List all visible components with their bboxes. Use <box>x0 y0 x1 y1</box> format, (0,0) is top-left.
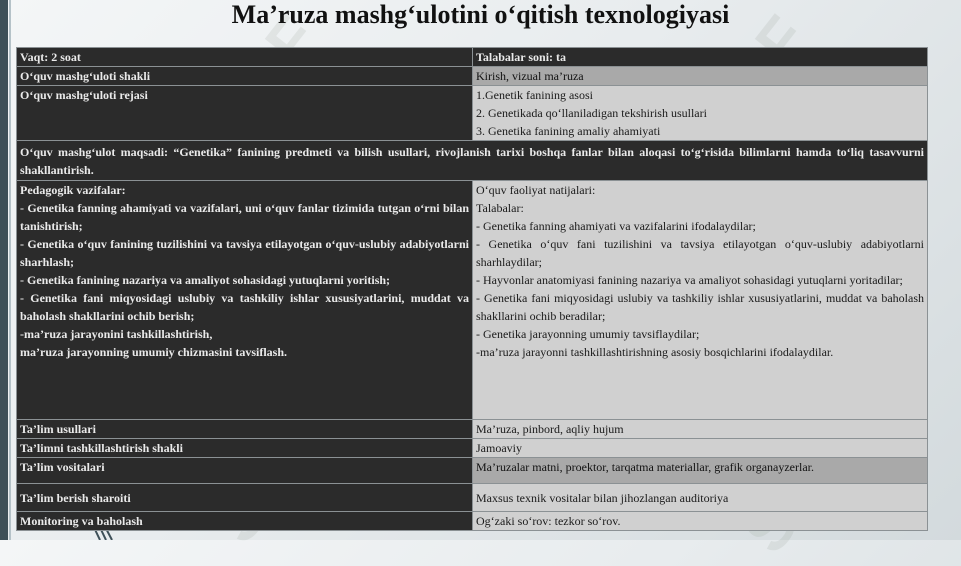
page-title: Ma’ruza mashg‘ulotini o‘qitish texnologiyasi <box>231 0 730 29</box>
left-decor-line <box>9 0 11 540</box>
outcome-line: Talabalar: <box>476 201 524 215</box>
table-row <box>17 86 928 141</box>
outcome-line: - Genetika jarayonning umumiy tavsiflaydilar; <box>476 327 700 341</box>
table-row <box>17 458 928 484</box>
monitoring-label: Monitoring va baholash <box>17 512 473 531</box>
learning-outcomes <box>473 181 928 420</box>
organization-value: Jamoaviy <box>473 439 928 458</box>
task-line: - Genetika fani miqyosidagi uslubiy va tashkiliy ishlar xususiyatlarini, muddat va baholash shakllarini ochib berish; <box>20 291 469 323</box>
task-line: -ma’ruza jarayonini tashkillashtirish, <box>20 327 213 341</box>
outcome-line: - Hayvonlar anatomiyasi fanining nazariya va amaliyot sohasidagi yutuqlarni yoritadilar; <box>476 273 903 287</box>
outcome-line: - Genetika fanning ahamiyati va vazifalarini ifodalaydilar; <box>476 219 756 233</box>
lesson-table <box>16 47 928 531</box>
students-count-cell: Talabalar soni: ta <box>473 48 928 67</box>
goal-cell: O‘quv mashg‘ulot maqsadi: “Genetika” fanining predmeti va bilish usullari, rivojlanish tarixi boshqa fanlar bilan aloqasi to‘g‘risida bilimlarni hamda to‘liq tasavvurni shakllantirish. <box>17 141 928 181</box>
outcome-line: - Genetika fani miqyosidagi uslubiy va tashkiliy ishlar xususiyatlarini, muddat va baholash shakllarini ochib beradilar; <box>476 291 924 323</box>
outcome-line: O‘quv faoliyat natijalari: <box>476 183 596 197</box>
outcome-line: -ma’ruza jarayonni tashkillashtirishning asosiy bosqichlarini ifodalaydilar. <box>476 345 834 359</box>
task-line: - Genetika o‘quv fanining tuzilishini va tavsiya etilayotgan o‘quv-uslubiy adabiyotlarni sharhlash; <box>20 237 469 269</box>
time-cell: Vaqt: 2 soat <box>17 48 473 67</box>
methods-value: Ma’ruza, pinbord, aqliy hujum <box>473 420 928 439</box>
left-decor-stripe <box>0 0 8 540</box>
form-label: O‘quv mashg‘uloti shakli <box>17 67 473 86</box>
monitoring-value: Og‘zaki so‘rov: tezkor so‘rov. <box>473 512 928 531</box>
plan-item: 3. Genetika fanining amaliy ahamiyati <box>476 124 661 138</box>
conditions-value: Maxsus texnik vositalar bilan jihozlangan auditoriya <box>473 484 928 512</box>
table-row <box>17 420 928 439</box>
table-row <box>17 439 928 458</box>
tools-value: Ma’ruzalar matni, proektor, tarqatma materiallar, grafik organayzerlar. <box>473 458 928 484</box>
conditions-label: Ta’lim berish sharoiti <box>17 484 473 512</box>
organization-label: Ta’limni tashkillashtirish shakli <box>17 439 473 458</box>
outcome-line: - Genetika o‘quv fani tuzilishini va tavsiya etilayotgan o‘quv-uslubiy adabiyotlarni sharhlaydilar; <box>476 237 924 269</box>
pedagogical-tasks <box>17 181 473 420</box>
task-line: - Genetika fanning ahamiyati va vazifalari, uni o‘quv fanlar tizimida tutgan o‘rni bilan tanishtirish; <box>20 201 469 233</box>
task-line: - Genetika fanining nazariya va amaliyot sohasidagi yutuqlarni yoritish; <box>20 273 391 287</box>
methods-label: Ta’lim usullari <box>17 420 473 439</box>
plan-item: 2. Genetikada qo‘llaniladigan tekshirish usullari <box>476 106 707 120</box>
form-value: Kirish, vizual ma’ruza <box>473 67 928 86</box>
plan-label: O‘quv mashg‘uloti rejasi <box>17 86 473 141</box>
tools-label: Ta’lim vositalari <box>17 458 473 484</box>
task-line: ma’ruza jarayonning umumiy chizmasini tavsiflash. <box>20 345 288 359</box>
table-row <box>17 67 928 86</box>
table-row <box>17 512 928 531</box>
table-row <box>17 181 928 420</box>
table-row <box>17 484 928 512</box>
plan-value <box>473 86 928 141</box>
table-row <box>17 141 928 181</box>
plan-item: 1.Genetik fanining asosi <box>476 88 593 102</box>
table-row <box>17 48 928 67</box>
task-line: Pedagogik vazifalar: <box>20 183 126 197</box>
